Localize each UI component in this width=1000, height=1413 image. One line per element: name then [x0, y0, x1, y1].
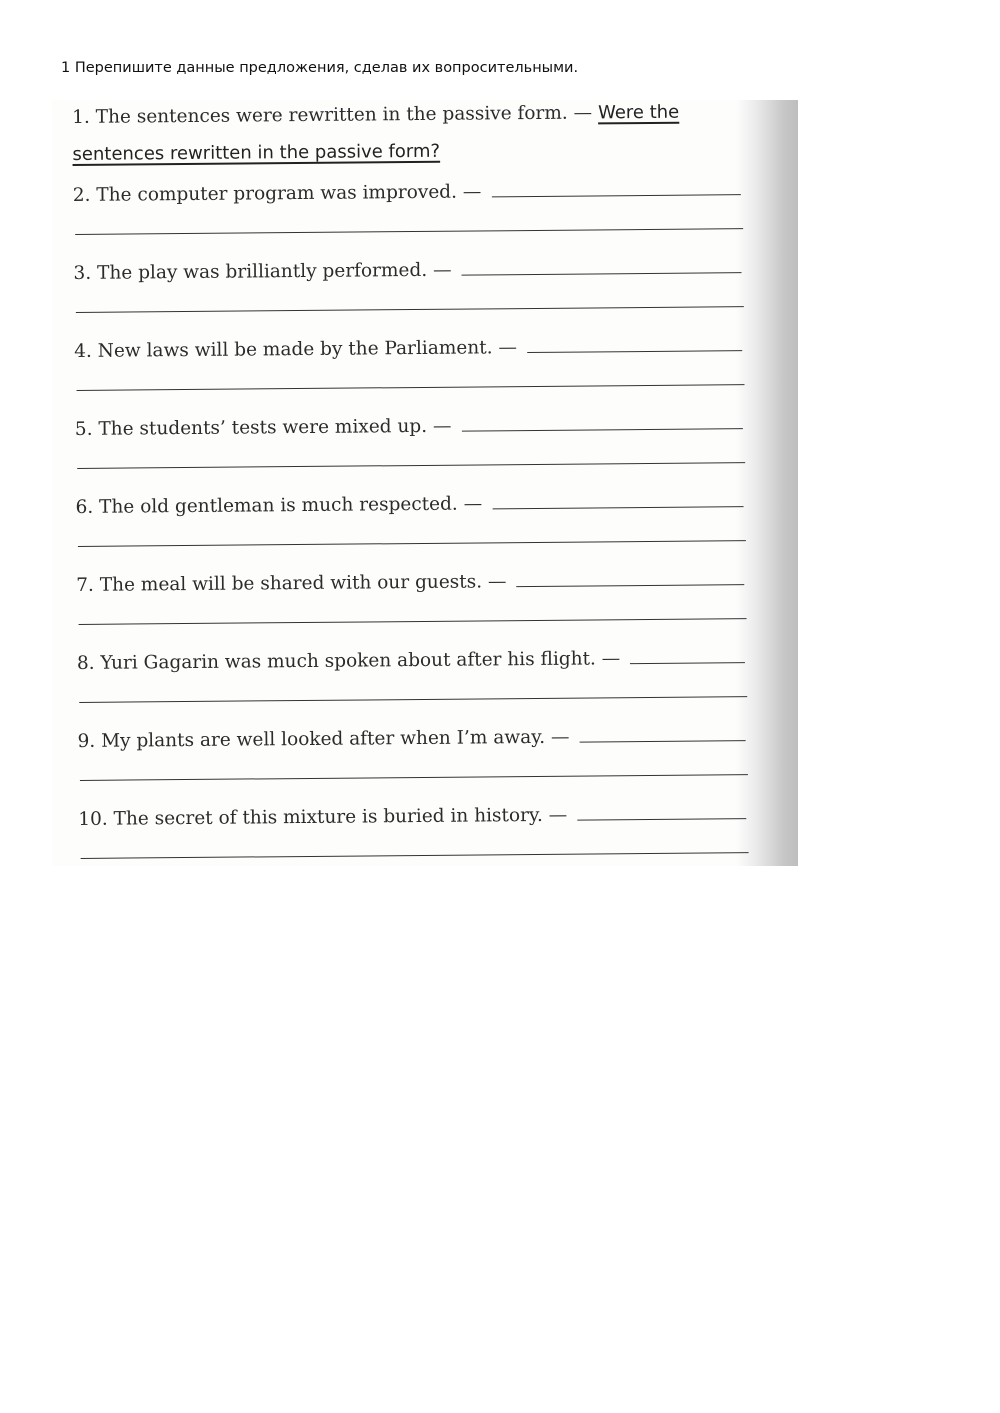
- answer-blank[interactable]: [630, 661, 745, 664]
- answer-line[interactable]: [76, 306, 744, 313]
- exercise-item-2: [73, 172, 754, 256]
- scanned-worksheet: [52, 100, 798, 866]
- exercise-sentence: Yuri Gagarin was much spoken about after his flight. —: [100, 648, 621, 674]
- exercise-sentence: The sentences were rewritten in the passive form. —: [95, 102, 593, 128]
- exercise-number: 4.: [74, 340, 92, 362]
- exercise-sentence: The computer program was improved. —: [96, 181, 482, 206]
- exercise-sentence: The students’ tests were mixed up. —: [98, 415, 452, 440]
- task-instruction: 1 Перепишите данные предложения, сделав их вопросительными.: [61, 60, 579, 76]
- exercise-item-7: [76, 562, 757, 646]
- answer-blank[interactable]: [577, 817, 746, 820]
- exercise-item-6: [75, 484, 756, 568]
- exercise-line: [73, 179, 741, 206]
- exercise-sentence: The play was brilliantly performed. —: [96, 259, 452, 284]
- answer-blank[interactable]: [491, 193, 740, 197]
- exercise-sentence: The meal will be shared with our guests. —: [99, 571, 507, 596]
- exercise-sentence: The old gentleman is much respected. —: [99, 493, 483, 518]
- exercise-number: 9.: [77, 730, 96, 752]
- answer-blank[interactable]: [462, 271, 742, 275]
- answer-blank[interactable]: [492, 505, 743, 509]
- example-answer-part1: Were the: [597, 101, 680, 124]
- exercise-item-3: [73, 250, 754, 334]
- answer-blank[interactable]: [516, 583, 744, 587]
- answer-line[interactable]: [81, 852, 749, 859]
- exercise-number: 10.: [78, 808, 108, 830]
- exercise-sentence: The secret of this mixture is buried in history. —: [113, 804, 568, 830]
- exercise-line: [77, 647, 745, 674]
- exercise-line: [75, 413, 743, 440]
- exercise-item-9: [77, 718, 758, 802]
- answer-line[interactable]: [77, 384, 745, 391]
- exercise-number: 2.: [72, 184, 91, 206]
- exercise-number: 5.: [74, 418, 93, 440]
- exercise-sentence: My plants are well looked after when I’m away. —: [101, 726, 570, 752]
- exercise-line: [75, 491, 743, 518]
- answer-line[interactable]: [77, 462, 745, 469]
- exercise-sentence: New laws will be made by the Parliament. —: [97, 337, 518, 362]
- exercise-number: 8.: [76, 652, 95, 674]
- answer-line[interactable]: [79, 618, 747, 625]
- exercise-item-1: [72, 100, 753, 178]
- answer-line[interactable]: [79, 696, 747, 703]
- exercise-line: [72, 101, 740, 128]
- exercise-line: [76, 569, 744, 596]
- exercise-line: [78, 725, 746, 752]
- answer-line[interactable]: [75, 228, 743, 235]
- exercise-number: 6.: [75, 496, 94, 518]
- exercise-number: 1.: [72, 106, 90, 128]
- answer-blank[interactable]: [527, 349, 742, 353]
- exercise-item-5: [75, 406, 756, 490]
- exercise-item-4: [74, 328, 755, 412]
- exercise-number: 7.: [76, 574, 94, 596]
- answer-line[interactable]: [80, 774, 748, 781]
- exercise-list: [72, 100, 759, 866]
- answer-blank[interactable]: [461, 427, 742, 431]
- example-answer-part2: sentences rewritten in the passive form?: [72, 140, 441, 165]
- exercise-item-10: [78, 796, 759, 866]
- exercise-number: 3.: [73, 262, 92, 284]
- exercise-line: [73, 257, 741, 284]
- exercise-line: [74, 335, 742, 362]
- exercise-line: [78, 803, 746, 830]
- answer-line[interactable]: [78, 540, 746, 547]
- exercise-item-8: [77, 640, 758, 724]
- answer-blank[interactable]: [579, 739, 745, 742]
